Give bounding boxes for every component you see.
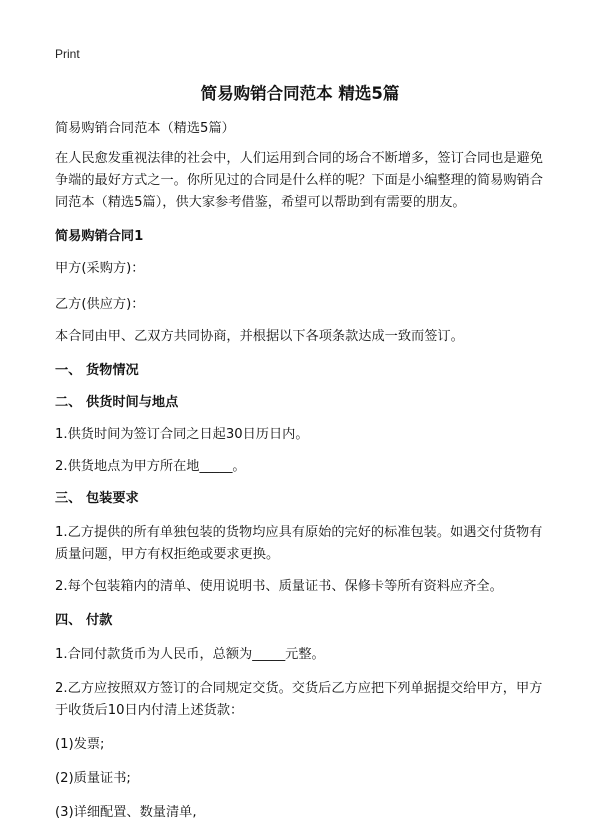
party-a-line: 甲方(采购方)： xyxy=(55,261,145,276)
packaging-item-2: 2.每个包装箱内的清单、使用说明书、质量证书、保修卡等所有资料应齐全。 xyxy=(55,579,503,594)
payment-document-3: (3)详细配置、数量清单, xyxy=(55,805,197,820)
section-heading-goods: 一、 货物情况 xyxy=(55,363,139,378)
section-heading-delivery: 二、 供货时间与地点 xyxy=(55,395,179,410)
packaging-item-1: 1.乙方提供的所有单独包装的货物均应具有原始的完好的标准包装。如遇交付货物有质量问题，甲方有权拒绝或要求更换。 xyxy=(55,525,543,562)
party-b-line: 乙方(供应方)： xyxy=(55,297,145,312)
delivery-item-1: 1.供货时间为签订合同之日起30日历日内。 xyxy=(55,427,309,442)
payment-document-2: (2)质量证书; xyxy=(55,771,131,786)
payment-item-2: 2.乙方应按照双方签订的合同规定交货。交货后乙方应把下列单据提交给甲方，甲方于收货后10日内付清上述货款： xyxy=(55,681,543,718)
document-body xyxy=(55,118,547,824)
payment-item-1: 1.合同付款货币为人民币，总额为_____元整。 xyxy=(55,647,325,662)
section-heading-payment: 四、 付款 xyxy=(55,613,113,628)
delivery-item-2: 2.供货地点为甲方所在地_____。 xyxy=(55,459,246,474)
document-title: 简易购销合同范本 精选5篇 xyxy=(200,84,400,103)
agreement-paragraph: 本合同由甲、乙双方共同协商，并根据以下各项条款达成一致而签订。 xyxy=(55,329,464,344)
payment-document-1: (1)发票; xyxy=(55,737,105,752)
print-link[interactable]: Print xyxy=(55,47,80,61)
section-heading-packaging: 三、 包装要求 xyxy=(55,491,139,506)
document-subtitle: 简易购销合同范本（精选5篇） xyxy=(55,121,235,136)
intro-paragraph: 在人民愈发重视法律的社会中，人们运用到合同的场合不断增多，签订合同也是避免争端的最好方式之一。你所见过的合同是什么样的呢？下面是小编整理的简易购销合同范本（精选5篇），供大家参考借鉴，希望可以帮助到有需要的朋友。 xyxy=(55,151,543,210)
contract-heading: 简易购销合同1 xyxy=(55,229,144,244)
